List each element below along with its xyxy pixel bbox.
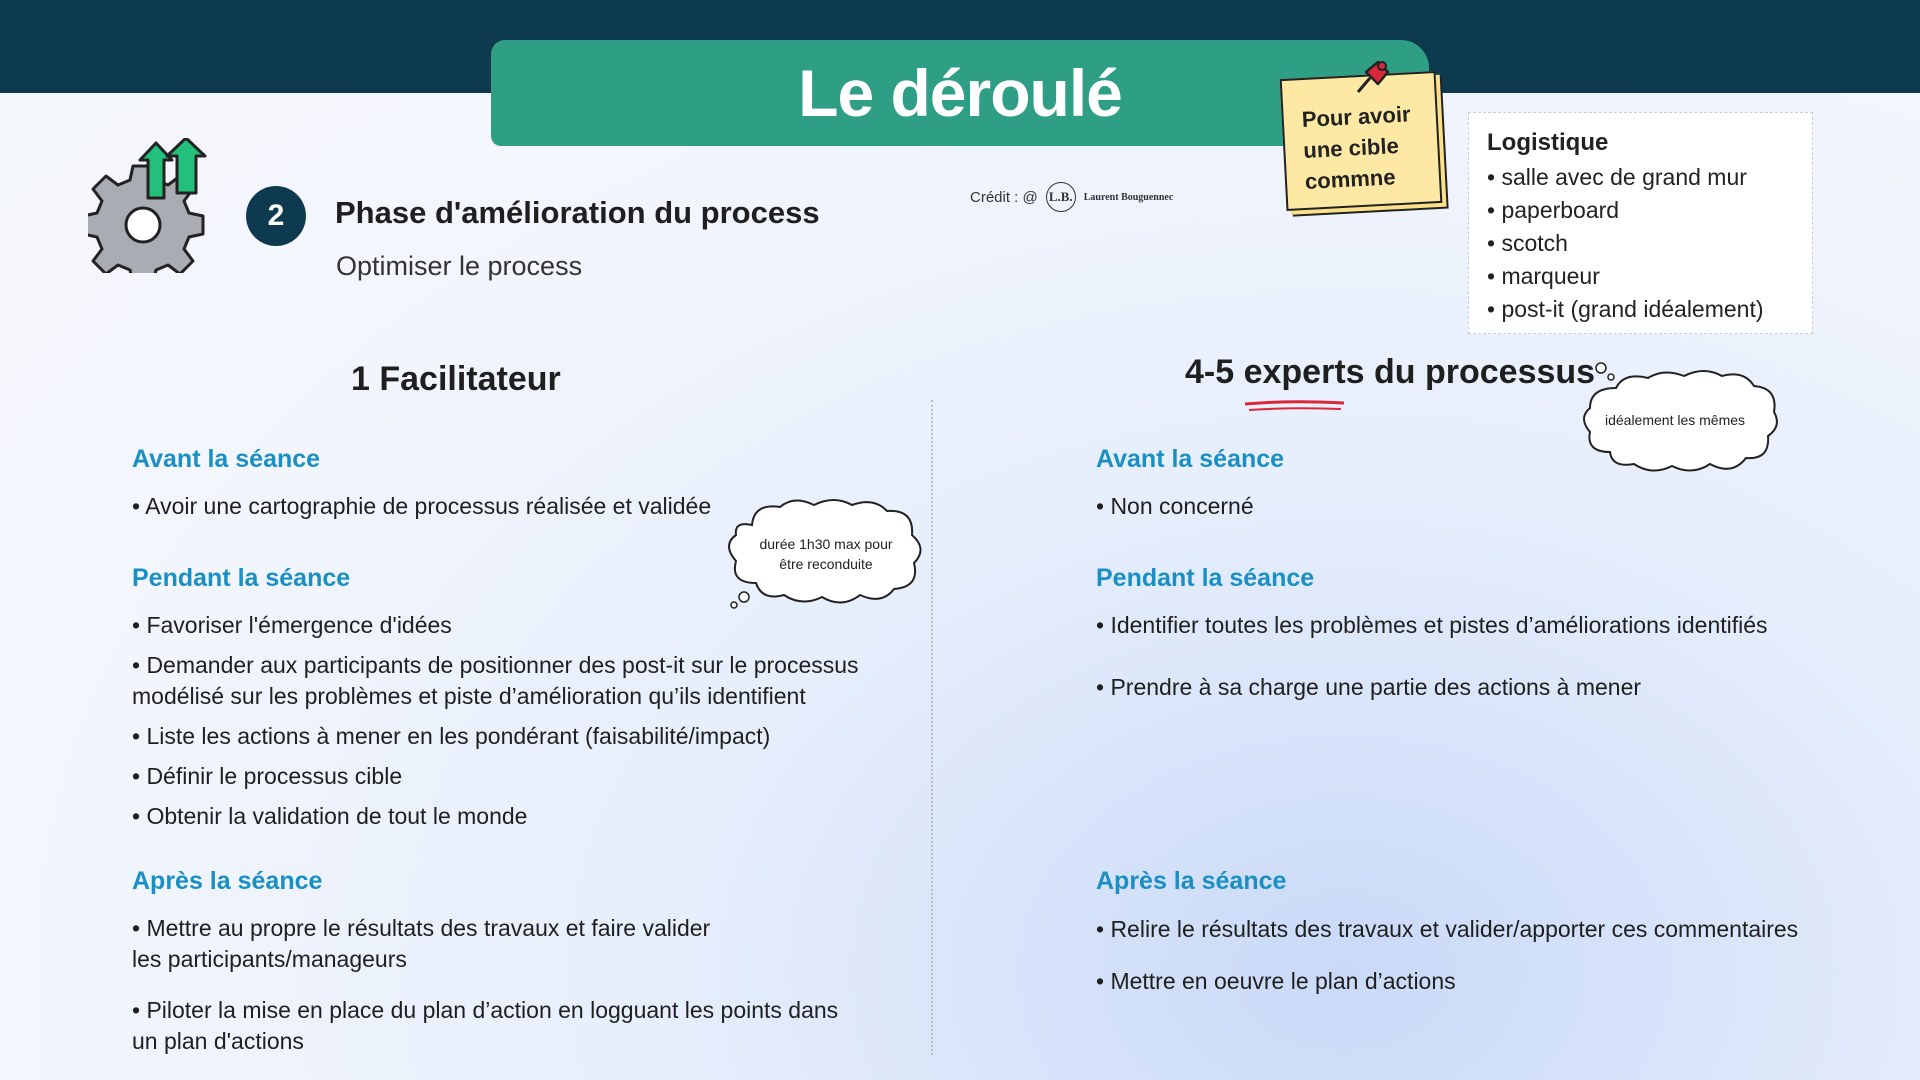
- credit-label: Crédit : @: [970, 188, 1038, 206]
- left-after-title: Après la séance: [132, 867, 323, 895]
- credit: [970, 182, 1173, 212]
- sticky-line: commne: [1304, 164, 1397, 194]
- right-column-heading: 4-5 experts du processus: [1185, 353, 1596, 391]
- author-logo: L.B.: [1046, 182, 1076, 212]
- right-after-item: • Relire le résultats des travaux et valider/apporter ces commentaires: [1096, 916, 1799, 942]
- pushpin-icon: [1352, 58, 1392, 98]
- right-during-title: Pendant la séance: [1096, 564, 1315, 592]
- author-name: Laurent Bouguennec: [1083, 191, 1174, 203]
- logistics-item: • salle avec de grand mur: [1487, 164, 1747, 190]
- page-title: Le déroulé: [798, 56, 1122, 130]
- right-cloud-note: idéalement les mêmes: [1604, 412, 1746, 428]
- sticky-line: une cible: [1302, 133, 1400, 164]
- left-before-item: • Avoir une cartographie de processus réalisée et validée: [132, 493, 712, 519]
- right-during-item: • Identifier toutes les problèmes et pistes d’améliorations identifiés: [1096, 612, 1768, 638]
- left-during-item: • Favoriser l'émergence d'idées: [132, 612, 452, 638]
- phase-subtitle: Optimiser le process: [336, 251, 583, 281]
- left-cloud-note: [740, 534, 912, 574]
- logistics-item: • paperboard: [1487, 197, 1620, 223]
- cloud-note-line: être reconduite: [779, 556, 873, 572]
- right-before-item: • Non concerné: [1096, 493, 1254, 519]
- left-during-item: • Définir le processus cible: [132, 763, 403, 789]
- left-before-title: Avant la séance: [132, 445, 321, 473]
- gear-arrows-icon: [88, 138, 213, 273]
- left-during-title: Pendant la séance: [132, 564, 351, 592]
- right-after-item: • Mettre en oeuvre le plan d’actions: [1096, 968, 1456, 994]
- left-during-item: • Obtenir la validation de tout le monde: [132, 803, 528, 829]
- left-column-heading: 1 Facilitateur: [351, 360, 561, 398]
- logistics-item: • scotch: [1487, 230, 1568, 256]
- right-during-item: • Prendre à sa charge une partie des actions à mener: [1096, 674, 1642, 700]
- logistics-title: Logistique: [1487, 129, 1609, 156]
- cloud-note-line: durée 1h30 max pour: [759, 536, 893, 552]
- logistics-item: • marqueur: [1487, 263, 1600, 289]
- left-during-item: • Demander aux participants de positionner des post-it sur le processus modélisé sur les problèmes et piste d’amélioration qu’ils identifient: [132, 652, 859, 709]
- left-after-item: • Piloter la mise en place du plan d’action en logguant les points dans un plan d'actions: [132, 997, 839, 1054]
- sticky-note-text: [1301, 98, 1415, 197]
- red-underline: [1243, 399, 1346, 413]
- logistics-box: [1468, 112, 1813, 334]
- logistics-item: • post-it (grand idéalement): [1487, 296, 1764, 322]
- phase-title: Phase d'amélioration du process: [335, 195, 820, 230]
- phase-number-badge: 2: [246, 186, 306, 246]
- column-divider: [931, 400, 933, 1055]
- right-before-title: Avant la séance: [1096, 445, 1285, 473]
- sticky-line: Pour avoir: [1301, 101, 1412, 133]
- right-after-title: Après la séance: [1096, 867, 1287, 895]
- left-during-item: • Liste les actions à mener en les pondérant (faisabilité/impact): [132, 723, 771, 749]
- left-after-item: • Mettre au propre le résultats des travaux et faire valider les participants/manageurs: [132, 915, 711, 972]
